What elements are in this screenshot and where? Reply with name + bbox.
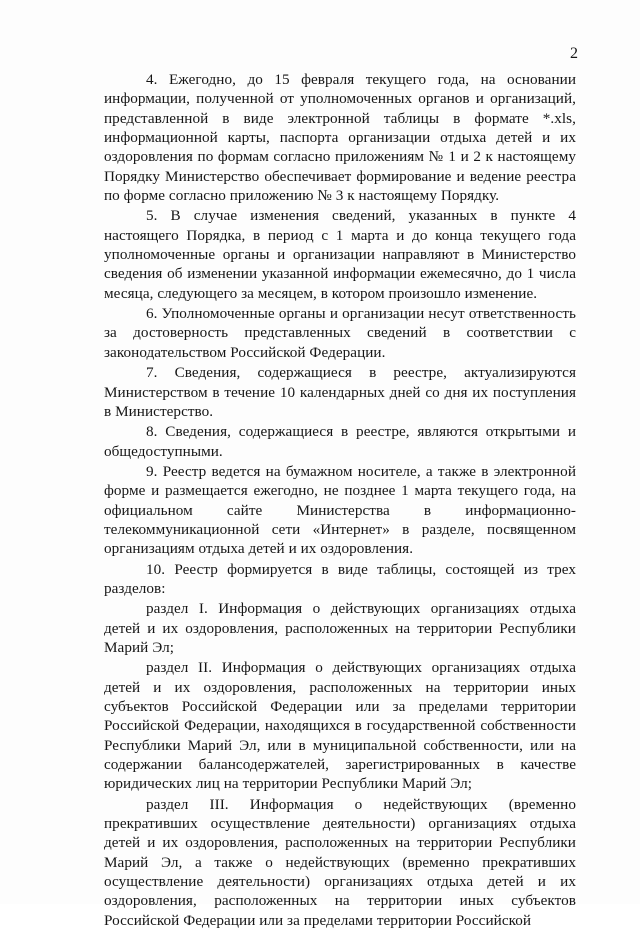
page-number: 2 — [570, 45, 578, 62]
paragraph-item-7: 7. Сведения, содержащиеся в реестре, актуализируются Министерством в течение 10 календарных дней со дня их поступления в Министерство. — [104, 364, 576, 420]
document-body — [104, 70, 576, 931]
section-3-description: раздел III. Информация о недействующих (временно прекративших осуществление деятельности) организациях отдыха детей и их оздоровления, расположенных на территории Республики Марий Эл, а также о недействующих (временно прекративших осуществление деятельности) организациях отдыха детей и их оздоровления, расположенных на территории иных субъектов Российской Федерации или за пределами территории Российской — [104, 795, 576, 929]
paragraph-item-5: 5. В случае изменения сведений, указанных в пункте 4 настоящего Порядка, в период с 1 марта и до конца текущего года уполномоченные органы и организации направляют в Министерство сведения об изменении указанной информации ежемесячно, до 1 числа месяца, следующего за месяцем, в котором произошло изменение. — [104, 207, 576, 302]
section-2-description: раздел II. Информация о действующих организациях отдыха детей и их оздоровления, расположенных на территории иных субъектов Российской Федерации или за пределами территории Российской Федерации, находящихся в государственной собственности Республики Марий Эл, или в муниципальной собственности, или на содержании балансодержателей, зарегистрированных в качестве юридических лиц на территории Республики Марий Эл; — [104, 659, 576, 793]
paragraph-item-8: 8. Сведения, содержащиеся в реестре, являются открытыми и общедоступными. — [104, 423, 576, 460]
paragraph-item-4: 4. Ежегодно, до 15 февраля текущего года, на основании информации, полученной от уполномоченных органов и организаций, представленной в виде электронной таблицы в формате *.xls, информационной карты, паспорта организации отдыха детей и их оздоровления по формам согласно приложениям № 1 и 2 к настоящему Порядку Министерство обеспечивает формирование и ведение реестра по форме согласно приложению № 3 к настоящему Порядку. — [104, 71, 576, 205]
paragraph-item-10: 10. Реестр формируется в виде таблицы, состоящей из трех разделов: — [104, 560, 576, 597]
paragraph-item-6: 6. Уполномоченные органы и организации несут ответственность за достоверность представленных сведений в соответствии с законодательством Российской Федерации. — [104, 305, 576, 361]
section-1-description: раздел I. Информация о действующих организациях отдыха детей и их оздоровления, расположенных на территории Республики Марий Эл; — [104, 600, 576, 656]
paragraph-item-9: 9. Реестр ведется на бумажном носителе, а также в электронной форме и размещается ежегодно, не позднее 1 марта текущего года, на официальном сайте Министерства в информационно-телекоммуникационной сети «Интернет» в разделе, посвященном организациям отдыха детей и их оздоровления. — [104, 462, 576, 558]
